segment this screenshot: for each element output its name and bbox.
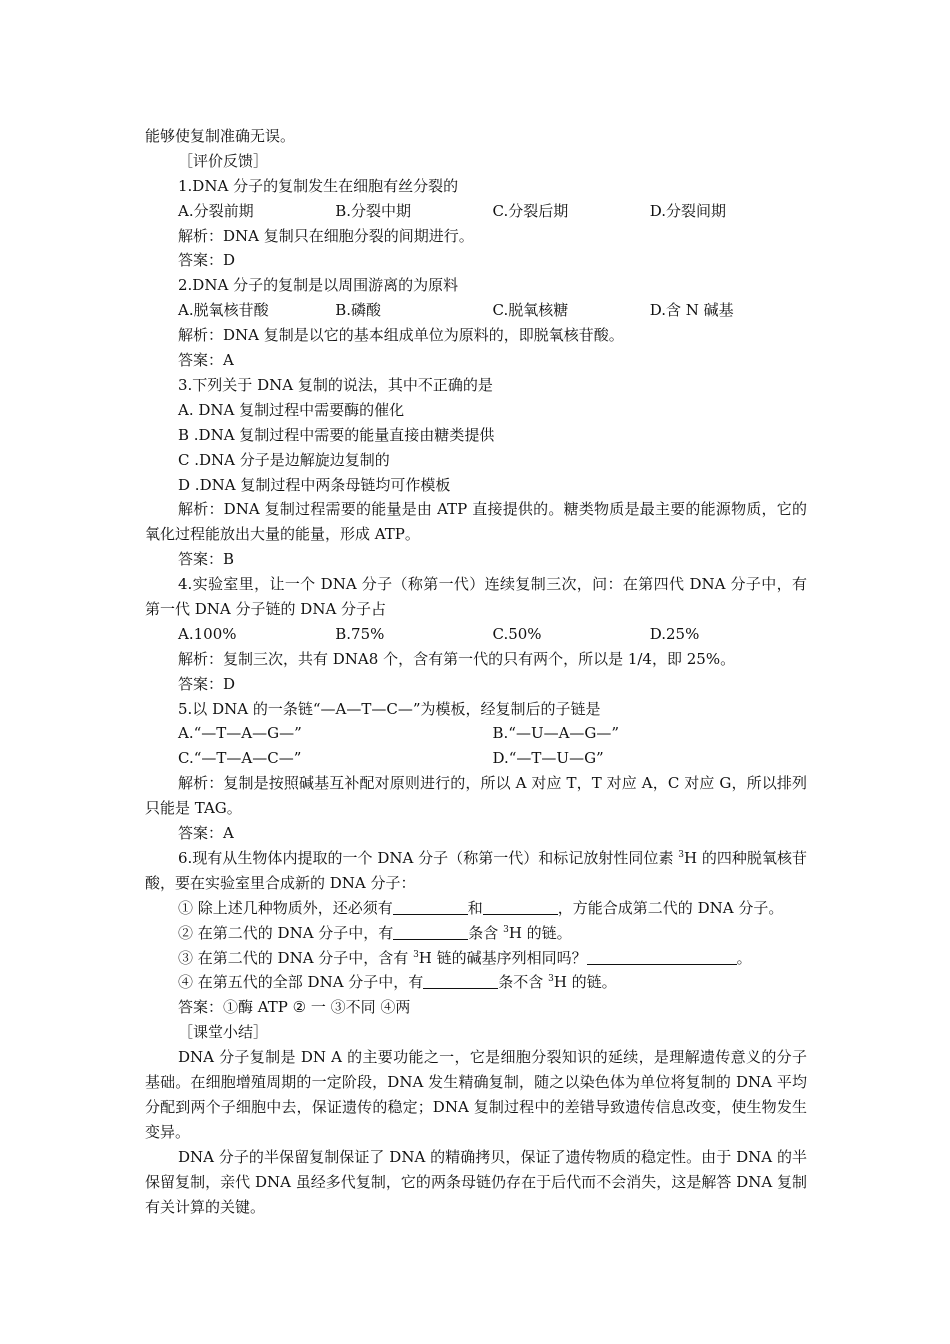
q6-sub-4-superscript: 3 <box>548 974 554 985</box>
q6-stem <box>145 846 807 896</box>
q3-analysis: 解析：DNA 复制过程需要的能量是由 ATP 直接提供的。糖类物质是最主要的能源物质，它的氧化过程能放出大量的能量，形成 ATP。 <box>145 500 807 544</box>
q6-stem-part-a: 6.现有从生物体内提取的一个 DNA 分子（称第一代）和标记放射性同位素 <box>178 849 679 867</box>
q6-sub-3-text-b: H 链的碱基序列相同吗？ <box>418 948 587 967</box>
document-page <box>145 124 807 1220</box>
q2-option-b: B.磷酸 <box>335 301 382 320</box>
q6-sub-3-blank[interactable] <box>587 948 737 965</box>
q4-option-d: D.25% <box>649 624 700 643</box>
q1-analysis: 解析：DNA 复制只在细胞分裂的间期进行。 <box>178 226 474 245</box>
q1-option-a: A.分裂前期 <box>178 201 254 220</box>
q5-analysis: 解析：复制是按照碱基互补配对原则进行的，所以 A 对应 T，T 对应 A，C 对应 G，所以排列只能是 TAG。 <box>145 774 807 818</box>
q6-sub-4-text-a: ④ 在第五代的全部 DNA 分子中，有 <box>178 973 424 992</box>
summary-paragraph-2: DNA 分子的半保留复制保证了 DNA 的精确拷贝，保证了遗传物质的稳定性。由于 DNA 的半保留复制，亲代 DNA 虽经多代复制，它的两条母链仍存在于后代而不会消失，这是解答 DNA 复制有关计算的关键。 <box>145 1147 807 1216</box>
q6-stem-part-b: H 的四种脱氧核苷酸，要在实验室里合成新的 DNA 分子： <box>145 849 807 892</box>
q6-sub-1-text-b: 和 <box>467 898 483 917</box>
q3-answer: 答案：B <box>178 550 235 569</box>
q1-option-c: C.分裂后期 <box>492 201 569 220</box>
q4-option-c: C.50% <box>492 624 542 643</box>
q6-sub-2-text-c: H 的链。 <box>508 923 572 942</box>
q5-option-c: C.“—T—A—C—” <box>178 749 302 768</box>
q2-answer: 答案：A <box>178 351 234 370</box>
q6-sub-2-superscript: 3 <box>503 924 509 935</box>
q6-sub-2-text-b: 条含 <box>468 923 504 942</box>
q3-option-b: B .DNA 复制过程中需要的能量直接由糖类提供 <box>178 425 495 444</box>
q4-option-b: B.75% <box>335 624 385 643</box>
q5-option-a: A.“—T—A—G—” <box>178 724 302 743</box>
q2-analysis: 解析：DNA 复制是以它的基本组成单位为原料的，即脱氧核苷酸。 <box>178 326 624 345</box>
q1-answer: 答案：D <box>178 251 236 270</box>
section-feedback-heading: ［评价反馈］ <box>178 151 269 170</box>
q6-sub-4 <box>145 970 807 995</box>
q6-sub-1-text-a: ① 除上述几种物质外，还必须有 <box>178 898 393 917</box>
q1-stem: 1.DNA 分子的复制发生在细胞有丝分裂的 <box>178 176 459 195</box>
q6-sub-2-blank[interactable] <box>393 923 468 940</box>
q2-options <box>145 298 807 323</box>
q6-sub-4-text-c: H 的链。 <box>553 973 617 992</box>
q5-option-d: D.“—T—U—G” <box>492 749 604 768</box>
q3-stem: 3.下列关于 DNA 复制的说法，其中不正确的是 <box>178 375 493 394</box>
q2-option-d: D.含 N 碱基 <box>649 301 734 320</box>
q4-stem: 4.实验室里，让一个 DNA 分子（称第一代）连续复制三次，问：在第四代 DNA 分子中，有第一代 DNA 分子链的 DNA 分子占 <box>145 575 807 618</box>
q5-options-row-1 <box>145 721 807 746</box>
q6-answer: 答案：①酶 ATP ② 一 ③不同 ④两 <box>178 998 411 1017</box>
q4-answer: 答案：D <box>178 674 236 693</box>
q2-option-c: C.脱氧核糖 <box>492 301 569 320</box>
q5-answer: 答案：A <box>178 824 234 843</box>
q6-sub-3-text-c: 。 <box>736 948 752 967</box>
summary-paragraph-1: DNA 分子复制是 DN A 的主要功能之一，它是细胞分裂知识的延续，是理解遗传意义的分子基础。在细胞增殖周期的一定阶段，DNA 发生精确复制，随之以染色体为单位将复制的 DNA 平均分配到两个子细胞中去，保证遗传的稳定；DNA 复制过程中的差错导致遗传信息改变，使生物发生变异。 <box>145 1048 807 1141</box>
q6-sub-1-blank-1[interactable] <box>393 898 468 915</box>
q6-sub-2-text-a: ② 在第二代的 DNA 分子中，有 <box>178 923 394 942</box>
q6-sub-4-text-b: 条不含 <box>498 973 549 992</box>
q6-sub-3-text-a: ③ 在第二代的 DNA 分子中，含有 <box>178 948 414 967</box>
q4-option-a: A.100% <box>178 624 237 643</box>
section-summary-heading: ［课堂小结］ <box>178 1023 269 1042</box>
q6-sub-2 <box>145 921 807 946</box>
q2-option-a: A.脱氧核苷酸 <box>178 301 269 320</box>
q6-sub-4-blank[interactable] <box>423 972 498 989</box>
q1-options <box>145 199 807 224</box>
q6-sub-3-superscript: 3 <box>413 949 419 960</box>
q6-sub-1-text-c: ，方能合成第二代的 DNA 分子。 <box>557 898 784 917</box>
q5-stem: 5.以 DNA 的一条链“—A—T—C—”为模板，经复制后的子链是 <box>178 699 601 718</box>
q4-analysis: 解析：复制三次，共有 DNA8 个，含有第一代的只有两个，所以是 1/4，即 25%。 <box>178 649 736 668</box>
q3-option-d: D .DNA 复制过程中两条母链均可作模板 <box>178 475 451 494</box>
q6-sub-1 <box>145 896 807 921</box>
q6-stem-superscript: 3 <box>678 850 684 860</box>
q6-sub-1-blank-2[interactable] <box>483 898 558 915</box>
q2-stem: 2.DNA 分子的复制是以周围游离的为原料 <box>178 276 459 295</box>
q4-options <box>145 622 807 647</box>
intro-line: 能够使复制准确无误。 <box>145 127 296 145</box>
q3-option-a: A. DNA 复制过程中需要酶的催化 <box>178 400 405 419</box>
q6-sub-3 <box>145 946 807 971</box>
q5-options-row-2 <box>145 746 807 771</box>
q5-option-b: B.“—U—A—G—” <box>492 724 620 743</box>
q1-option-b: B.分裂中期 <box>335 201 412 220</box>
q1-option-d: D.分裂间期 <box>649 201 727 220</box>
q3-option-c: C .DNA 分子是边解旋边复制的 <box>178 450 390 469</box>
